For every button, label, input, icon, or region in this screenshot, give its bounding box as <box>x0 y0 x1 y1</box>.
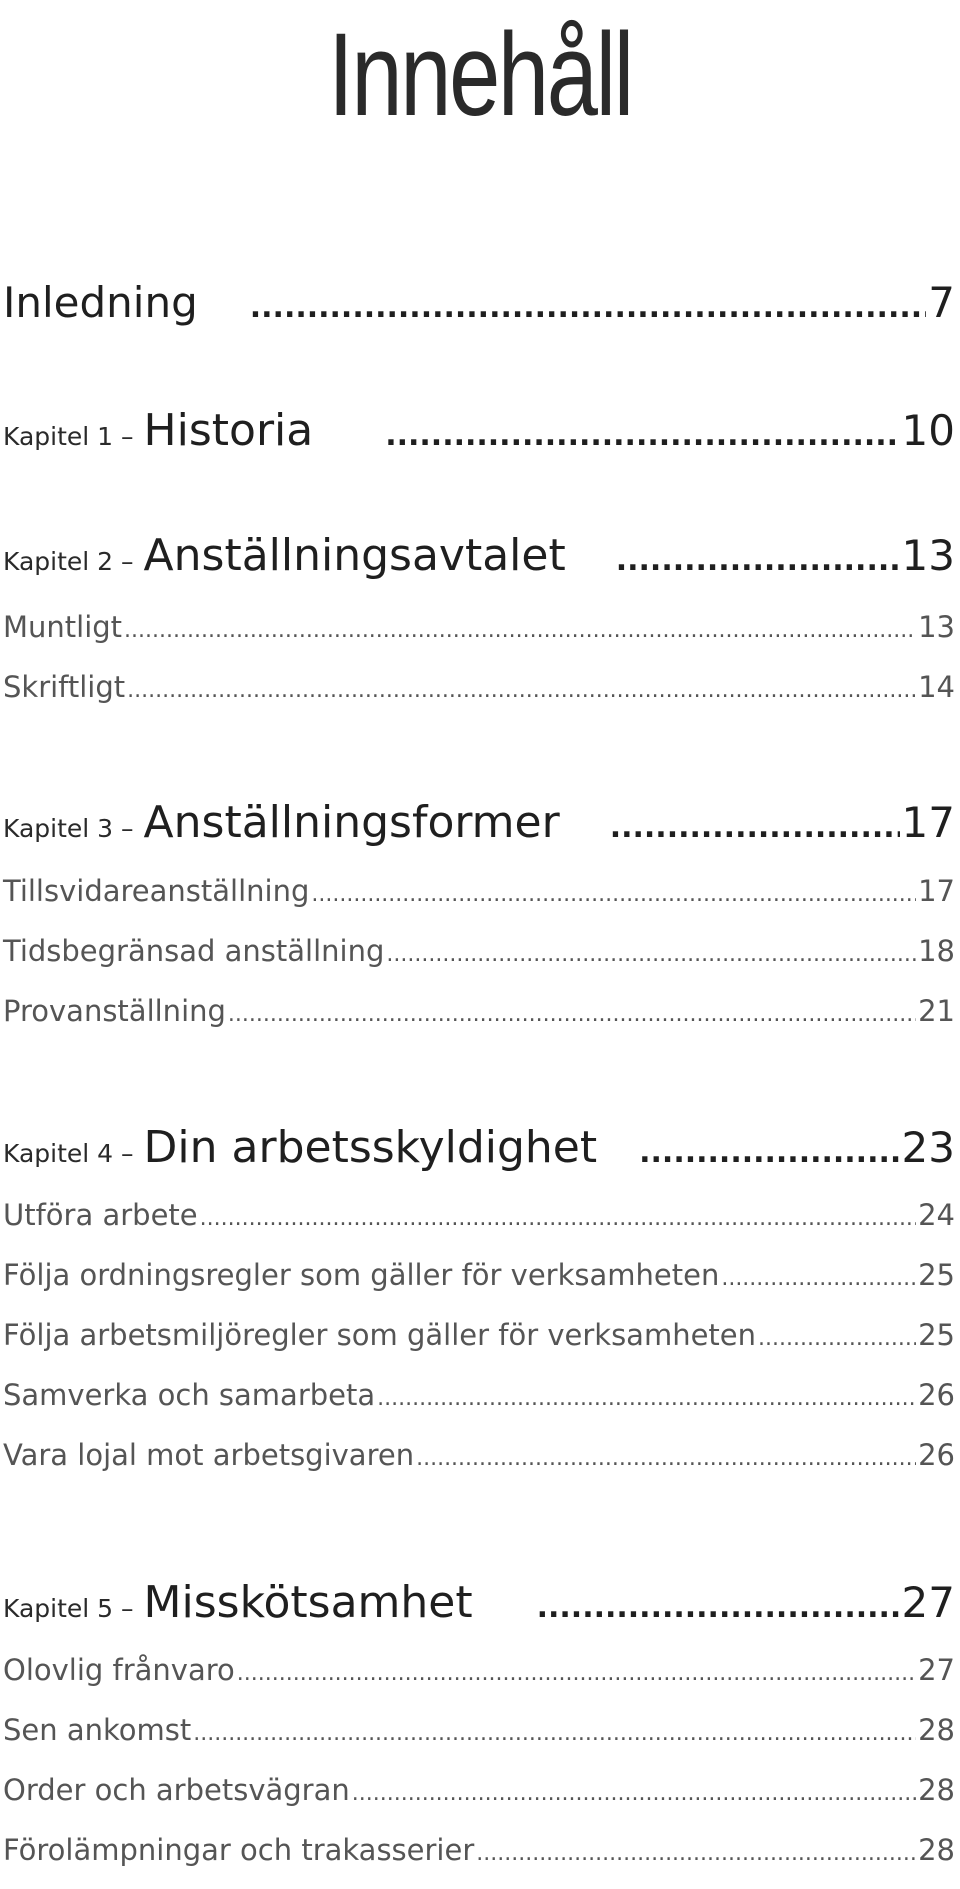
chapter-title: Din arbetsskyldighet <box>143 1122 598 1173</box>
section-page: 13 <box>918 610 955 644</box>
toc-entry-chapter-5[interactable] <box>3 1577 955 1628</box>
section-title: Muntligt <box>3 610 123 644</box>
dot-leader <box>124 618 916 643</box>
toc-entry-chapter-1[interactable] <box>3 405 955 456</box>
dot-leader <box>416 1446 916 1471</box>
chapter-title: Misskötsamhet <box>143 1577 473 1628</box>
toc-entry-section[interactable] <box>3 1653 955 1687</box>
dot-leader <box>193 1721 916 1746</box>
chapter-page: 10 <box>901 406 955 455</box>
section-title: Följa ordningsregler som gäller för verksamheten <box>3 1258 720 1292</box>
chapter-prefix: Kapitel 2 – <box>3 547 134 576</box>
dot-leader <box>352 1781 916 1806</box>
toc-entry-intro[interactable] <box>3 278 955 327</box>
chapter-prefix: Kapitel 4 – <box>3 1139 134 1168</box>
toc-entry-section[interactable] <box>3 1378 955 1412</box>
toc-entry-section[interactable] <box>3 1773 955 1807</box>
dot-leader <box>250 290 927 325</box>
toc-entry-section[interactable] <box>3 1438 955 1472</box>
dot-leader <box>311 882 916 907</box>
chapter-page: 13 <box>901 531 955 580</box>
dot-leader <box>610 810 900 845</box>
dot-leader <box>639 1135 899 1170</box>
section-title: Provanställning <box>3 994 226 1028</box>
toc-entry-chapter-3[interactable] <box>3 797 955 848</box>
dot-leader <box>385 418 899 453</box>
section-page: 25 <box>918 1318 955 1352</box>
toc-entry-section[interactable] <box>3 1713 955 1747</box>
section-page: 18 <box>918 934 955 968</box>
chapter-page: 27 <box>901 1578 955 1627</box>
section-title: Förolämpningar och trakasserier <box>3 1833 475 1867</box>
dot-leader <box>377 1386 916 1411</box>
toc-entry-section[interactable] <box>3 874 955 908</box>
section-title: Tillsvidareanställning <box>3 874 310 908</box>
section-page: 14 <box>918 670 955 704</box>
toc-entry-section[interactable] <box>3 994 955 1028</box>
entry-title: Inledning <box>3 278 198 327</box>
chapter-page: 17 <box>901 798 955 847</box>
chapter-prefix: Kapitel 5 – <box>3 1594 134 1623</box>
toc-entry-section[interactable] <box>3 934 955 968</box>
entry-page: 7 <box>928 278 955 327</box>
dot-leader <box>476 1841 916 1866</box>
section-title: Följa arbetsmiljöregler som gäller för verksamheten <box>3 1318 757 1352</box>
toc-entry-section[interactable] <box>3 610 955 644</box>
chapter-prefix: Kapitel 3 – <box>3 814 134 843</box>
toc-entry-section[interactable] <box>3 1198 955 1232</box>
section-page: 28 <box>918 1713 955 1747</box>
dot-leader <box>127 678 916 703</box>
section-page: 28 <box>918 1773 955 1807</box>
toc-entry-section[interactable] <box>3 670 955 704</box>
page-title: Innehåll <box>328 9 632 141</box>
section-page: 28 <box>918 1833 955 1867</box>
section-title: Order och arbetsvägran <box>3 1773 350 1807</box>
dot-leader <box>721 1266 916 1291</box>
section-page: 27 <box>918 1653 955 1687</box>
chapter-page: 23 <box>901 1123 955 1172</box>
chapter-title: Anställningsavtalet <box>143 530 566 581</box>
toc-entry-chapter-4[interactable] <box>3 1122 955 1173</box>
section-page: 17 <box>918 874 955 908</box>
section-page: 24 <box>918 1198 955 1232</box>
section-title: Sen ankomst <box>3 1713 192 1747</box>
toc-entry-section[interactable] <box>3 1258 955 1292</box>
section-title: Samverka och samarbeta <box>3 1378 376 1412</box>
dot-leader <box>758 1326 916 1351</box>
section-title: Tidsbegränsad anställning <box>3 934 385 968</box>
section-page: 26 <box>918 1378 955 1412</box>
toc-entry-section[interactable] <box>3 1318 955 1352</box>
section-title: Skriftligt <box>3 670 126 704</box>
dot-leader <box>537 1590 900 1625</box>
section-page: 25 <box>918 1258 955 1292</box>
dot-leader <box>616 543 900 578</box>
dot-leader <box>386 942 916 967</box>
toc-entry-chapter-2[interactable] <box>3 530 955 581</box>
section-title: Utföra arbete <box>3 1198 198 1232</box>
section-title: Vara lojal mot arbetsgivaren <box>3 1438 415 1472</box>
chapter-prefix: Kapitel 1 – <box>3 422 134 451</box>
dot-leader <box>200 1206 916 1231</box>
section-title: Olovlig frånvaro <box>3 1653 235 1687</box>
chapter-title: Historia <box>143 405 314 456</box>
section-page: 21 <box>918 994 955 1028</box>
chapter-title: Anställningsformer <box>143 797 560 848</box>
section-page: 26 <box>918 1438 955 1472</box>
dot-leader <box>228 1002 916 1027</box>
toc-entry-section[interactable] <box>3 1833 955 1867</box>
dot-leader <box>237 1661 916 1686</box>
